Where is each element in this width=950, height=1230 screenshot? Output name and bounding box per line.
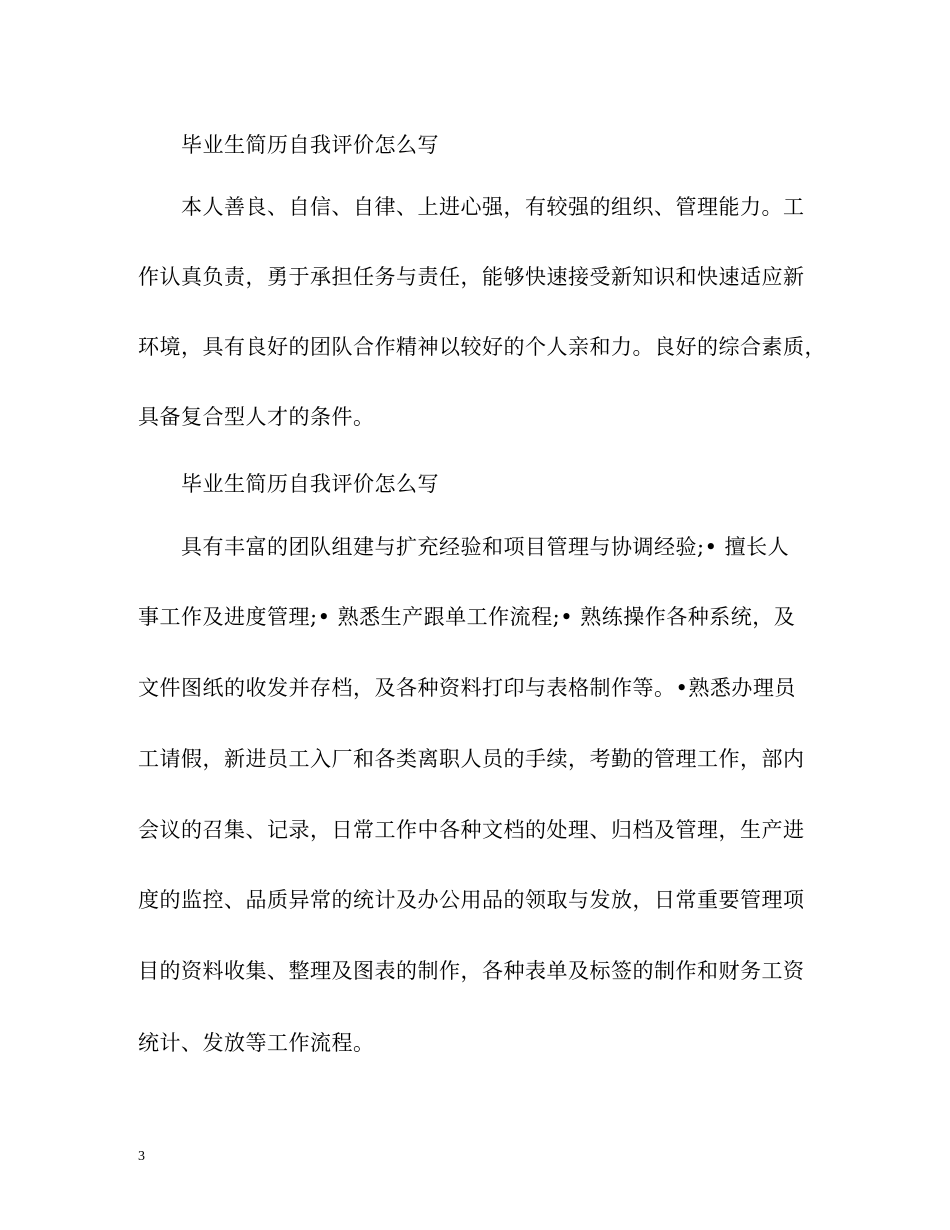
section-heading-1: 毕业生简历自我评价怎么写 <box>181 133 439 157</box>
paragraph-2-line-5: 会议的召集、记录，日常工作中各种文档的处理、归档及管理，生产进 <box>138 818 805 842</box>
paragraph-2-line-2: 事工作及进度管理;• 熟悉生产跟单工作流程;• 熟练操作各种系统，及 <box>138 605 796 629</box>
paragraph-1-line-1: 本人善良、自信、自律、上进心强，有较强的组织、管理能力。工 <box>181 195 805 219</box>
page-number: 3 <box>138 1149 145 1164</box>
paragraph-2-line-1: 具有丰富的团队组建与扩充经验和项目管理与协调经验;• 擅长人 <box>181 535 790 559</box>
paragraph-2-line-6: 度的监控、品质异常的统计及办公用品的领取与发放，日常重要管理项 <box>138 888 805 912</box>
paragraph-2-line-3: 文件图纸的收发并存档，及各种资料打印与表格制作等。•熟悉办理员 <box>138 676 796 700</box>
paragraph-1-line-2: 作认真负责，勇于承担任务与责任，能够快速接受新知识和快速适应新 <box>138 265 805 289</box>
paragraph-2-line-4: 工请假，新进员工入厂和各类离职人员的手续，考勤的管理工作，部内 <box>138 747 805 771</box>
paragraph-2-line-7: 目的资料收集、整理及图表的制作，各种表单及标签的制作和财务工资 <box>138 959 805 983</box>
paragraph-1-line-3: 环境，具有良好的团队合作精神以较好的个人亲和力。良好的综合素质， <box>138 335 826 359</box>
section-heading-2: 毕业生简历自我评价怎么写 <box>181 472 439 496</box>
paragraph-1-line-4: 具备复合型人才的条件。 <box>138 405 375 429</box>
paragraph-2-line-8: 统计、发放等工作流程。 <box>138 1031 375 1055</box>
